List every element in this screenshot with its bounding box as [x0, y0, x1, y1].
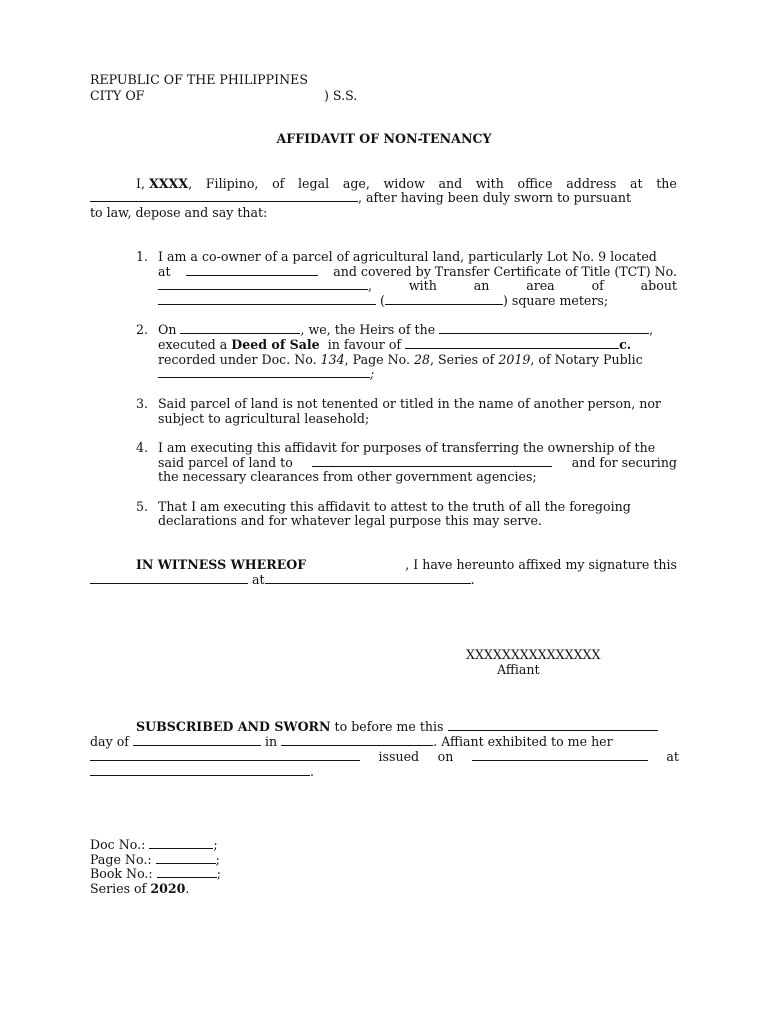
deed-of-sale-term: Deed of Sale [231, 337, 320, 352]
notarial-page-no: Page No.: ; [90, 852, 220, 867]
notary-public-blank[interactable] [158, 366, 370, 378]
intro-pronoun: I, [136, 176, 145, 191]
id-issue-date-blank[interactable] [472, 749, 648, 761]
notarial-doc-no: Doc No.: ; [90, 837, 218, 852]
header-city-line: CITY OF [90, 88, 145, 103]
tct-number-blank[interactable] [158, 278, 368, 290]
item4-line2: said parcel of land to and for securing [158, 455, 677, 470]
item2-line3: recorded under Doc. No. 134, Page No. 28, Series of 2019, of Notary Public [158, 352, 643, 367]
item5-line2: declarations and for whatever legal purpose this may serve. [158, 513, 542, 528]
item-number-1: 1. [136, 249, 149, 264]
area-figures-blank[interactable] [385, 293, 503, 305]
item1-line1: I am a co-owner of a parcel of agricultural land, particularly Lot No. 9 located [158, 249, 657, 264]
series-year: 2019 [498, 352, 531, 367]
doc-no-blank[interactable] [149, 837, 213, 849]
witness-line-1: IN WITNESS WHEREOF , I have hereunto affixed my signature this [136, 557, 677, 572]
office-address-blank[interactable] [90, 190, 358, 202]
id-issue-place-blank[interactable] [90, 764, 310, 776]
affiant-signature-name: XXXXXXXXXXXXXXX [466, 647, 601, 662]
page-number: 28 [414, 352, 431, 367]
buyer-name-blank[interactable] [405, 337, 619, 349]
notarial-series: Series of 2020. [90, 881, 190, 896]
id-document-blank[interactable] [90, 749, 360, 761]
notarial-book-no: Book No.: ; [90, 866, 221, 881]
area-words-blank[interactable] [158, 293, 376, 305]
jurat-heading: SUBSCRIBED AND SWORN [136, 719, 331, 734]
witness-heading: IN WITNESS WHEREOF [136, 557, 307, 572]
item2-line4: ; [158, 366, 374, 381]
jurat-line-2: day of in . Affiant exhibited to me her [90, 734, 613, 749]
item2-line1: On , we, the Heirs of the , [158, 322, 654, 337]
doc-number: 134 [320, 352, 345, 367]
item-number-2: 2. [136, 322, 149, 337]
item1-line2: at and covered by Transfer Certificate of Title (TCT) No. [158, 264, 677, 279]
lot-location-blank[interactable] [186, 264, 318, 276]
jurat-place-blank[interactable] [281, 734, 433, 746]
item5-line1: That I am executing this affidavit to attest to the truth of all the foregoing [158, 499, 631, 514]
intro-line-1: I, XXXX, Filipino, of legal age, widow and with office address at the [136, 176, 677, 191]
document-title: AFFIDAVIT OF NON-TENANCY [276, 131, 492, 146]
item1-line3: , with an area of about [158, 278, 677, 293]
item3-line1: Said parcel of land is not tenented or titled in the name of another person, nor [158, 396, 661, 411]
item2-line2: executed a Deed of Sale in favour of c. [158, 337, 632, 352]
book-no-blank[interactable] [157, 866, 217, 878]
item1-line4: ( ) square meters; [158, 293, 608, 308]
item-number-5: 5. [136, 499, 149, 514]
header-republic: REPUBLIC OF THE PHILIPPINES [90, 72, 308, 87]
item3-line2: subject to agricultural leasehold; [158, 411, 370, 426]
intro-line-3: to law, depose and say that: [90, 205, 268, 220]
signing-place-blank[interactable] [265, 572, 471, 584]
heirs-of-blank[interactable] [439, 322, 649, 334]
item-number-4: 4. [136, 440, 149, 455]
notarial-series-year: 2020 [150, 881, 186, 896]
jurat-month-blank[interactable] [133, 734, 261, 746]
item4-line1: I am executing this affidavit for purposes of transferring the ownership of the [158, 440, 656, 455]
page-no-blank[interactable] [156, 852, 216, 864]
intro-line-2: , after having been duly sworn to pursuant [90, 190, 631, 205]
jurat-line-1: SUBSCRIBED AND SWORN to before me this [136, 719, 658, 734]
witness-line-2: at . [90, 572, 475, 587]
signing-date-blank[interactable] [90, 572, 248, 584]
header-venue-suffix: ) S.S. [324, 88, 358, 103]
affiant-label: Affiant [497, 662, 540, 677]
jurat-date-blank[interactable] [448, 719, 658, 731]
jurat-line-4: . [90, 764, 314, 779]
jurat-line-3: issued on at [90, 749, 679, 764]
sale-date-blank[interactable] [180, 322, 300, 334]
transferee-blank[interactable] [312, 455, 552, 467]
affiant-name: XXXX [149, 176, 189, 191]
item-number-3: 3. [136, 396, 149, 411]
item4-line3: the necessary clearances from other government agencies; [158, 469, 537, 484]
